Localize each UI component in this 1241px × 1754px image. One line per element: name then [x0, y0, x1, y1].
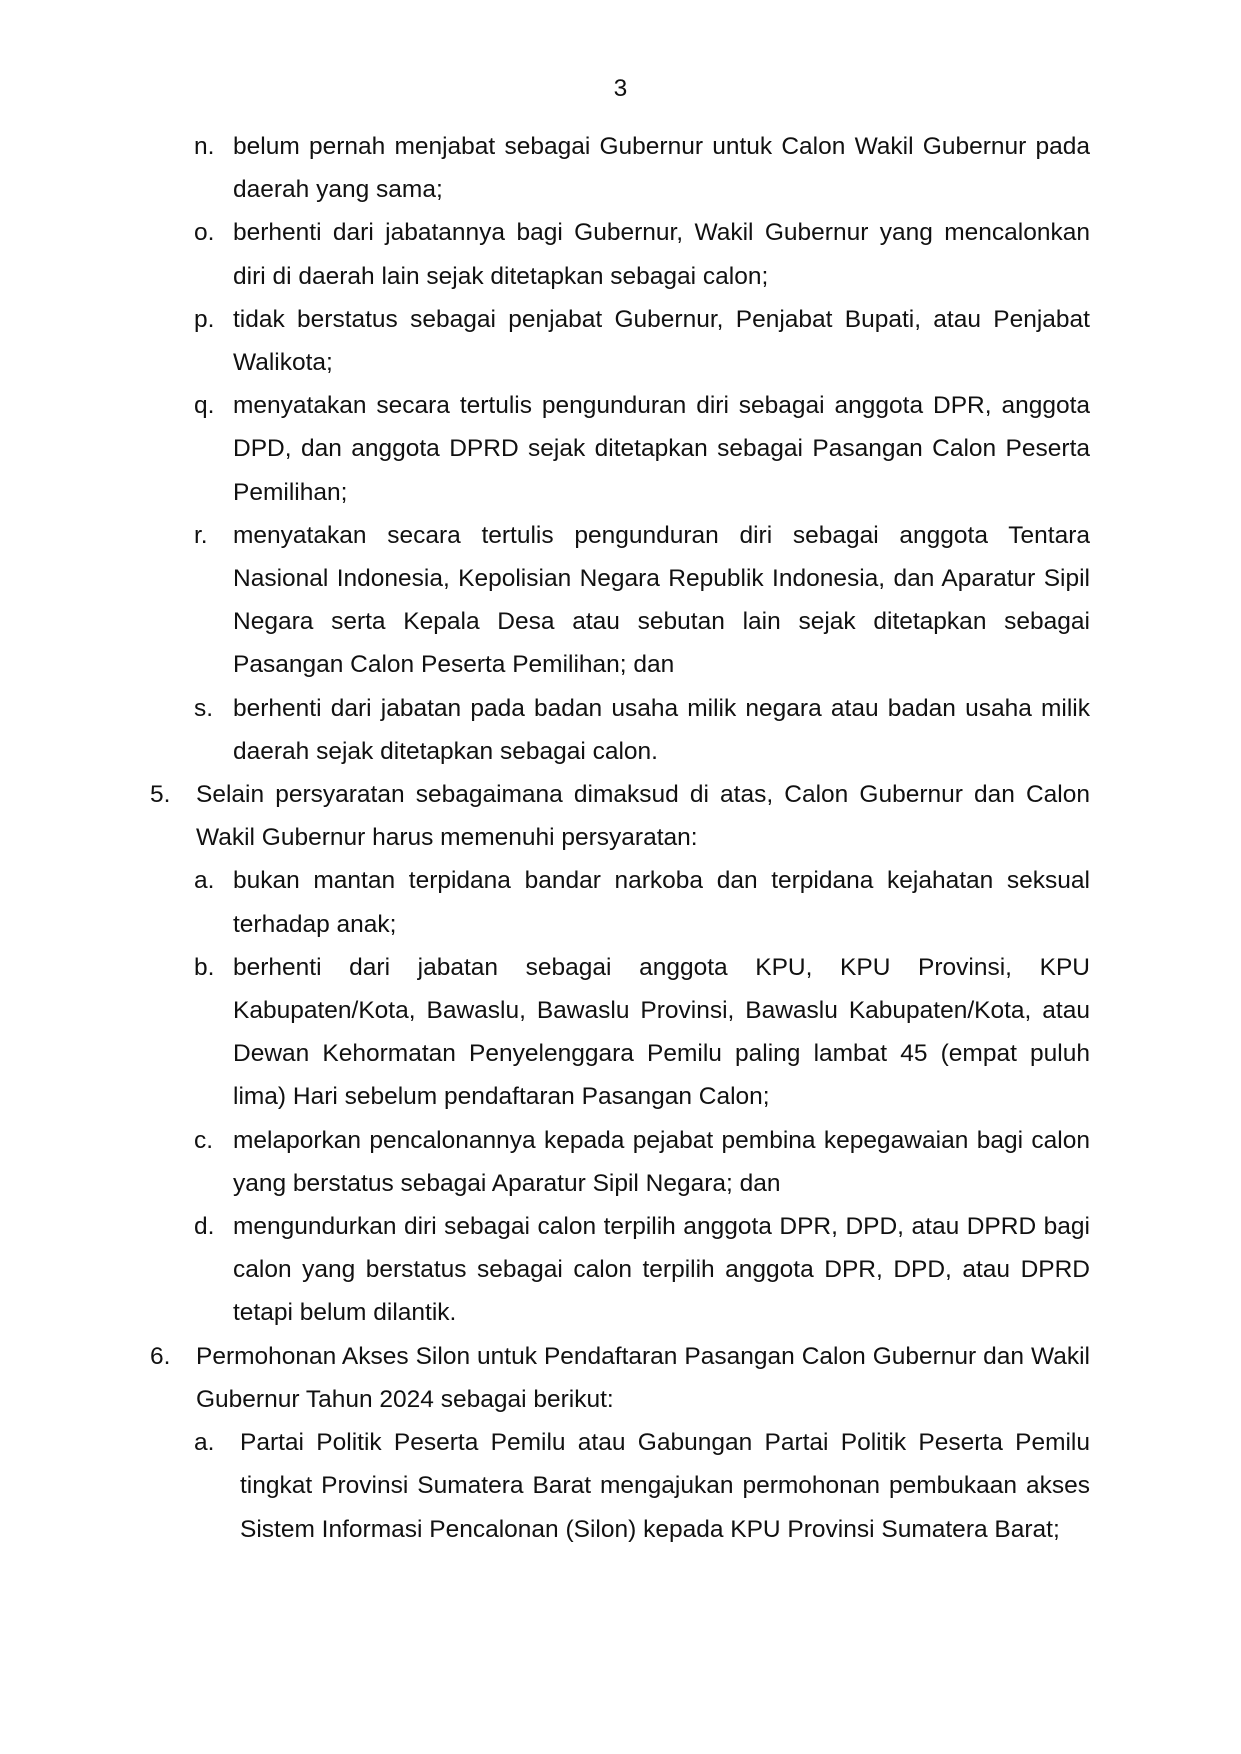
list-text: Selain persyaratan sebagaimana dimaksud di atas, Calon Gubernur dan Calon Wakil Gubernur harus memenuhi persyaratan:: [196, 781, 1090, 852]
list-item-o: [194, 211, 1090, 297]
list-marker: 6.: [150, 1342, 171, 1370]
list-item-5a: [194, 859, 1090, 945]
list-marker: s.: [194, 694, 214, 722]
list-text: tidak berstatus sebagai penjabat Gubernur, Penjabat Bupati, atau Penjabat Walikota;: [233, 305, 1090, 377]
list-text: mengundurkan diri sebagai calon terpilih anggota DPR, DPD, atau DPRD bagi calon yang berstatus sebagai calon terpilih anggota DPR, DPD, atau DPRD tetapi belum dilantik.: [233, 1213, 1090, 1327]
list-text: bukan mantan terpidana bandar narkoba dan terpidana kejahatan seksual terhadap anak;: [233, 867, 1090, 938]
list-item-5c: [194, 1119, 1090, 1205]
list-item-5: [150, 773, 1090, 859]
list-item-5b: [194, 946, 1090, 1119]
list-marker: d.: [194, 1213, 215, 1241]
list-text: menyatakan secara tertulis pengunduran diri sebagai anggota Tentara Nasional Indonesia, Kepolisian Negara Republik Indonesia, dan Aparatur Sipil Negara serta Kepala Desa atau sebutan lain sejak ditetapkan sebagai Pasangan Calon Peserta Pemilihan; dan: [233, 521, 1090, 679]
list-marker: a.: [194, 867, 215, 895]
list-text: berhenti dari jabatannya bagi Gubernur, Wakil Gubernur yang mencalonkan diri di daerah lain sejak ditetapkan sebagai calon;: [233, 219, 1090, 290]
list-text: belum pernah menjabat sebagai Gubernur untuk Calon Wakil Gubernur pada daerah yang sama;: [233, 133, 1090, 204]
list-text: menyatakan secara tertulis pengunduran diri sebagai anggota DPR, anggota DPD, dan anggota DPRD sejak ditetapkan sebagai Pasangan Calon Peserta Pemilihan;: [233, 392, 1090, 506]
list-item-6: [150, 1335, 1090, 1421]
list-text: melaporkan pencalonannya kepada pejabat pembina kepegawaian bagi calon yang berstatus sebagai Aparatur Sipil Negara; dan: [233, 1126, 1090, 1197]
list-text: berhenti dari jabatan sebagai anggota KPU, KPU Provinsi, KPU Kabupaten/Kota, Bawaslu, Bawaslu Provinsi, Bawaslu Kabupaten/Kota, atau Dewan Kehormatan Penyelenggara Pemilu paling lambat 45 (empat puluh lima) Hari sebelum pendaftaran Pasangan Calon;: [233, 953, 1090, 1111]
list-text: Partai Politik Peserta Pemilu atau Gabungan Partai Politik Peserta Pemilu tingkat Provinsi Sumatera Barat mengajukan permohonan pembukaan akses Sistem Informasi Pencalonan (Silon) kepada KPU Provinsi Sumatera Barat;: [240, 1429, 1090, 1543]
list-marker: c.: [194, 1126, 214, 1154]
list-marker: a.: [194, 1429, 215, 1457]
page-number: 3: [613, 75, 628, 102]
list-marker: n.: [194, 133, 215, 160]
list-item-q: [194, 384, 1090, 514]
document-body: [0, 125, 1241, 1551]
list-marker: q.: [194, 392, 215, 420]
list-item-5d: [194, 1205, 1090, 1335]
list-item-6a: [194, 1421, 1090, 1551]
list-marker: o.: [194, 219, 215, 247]
list-item-s: [194, 687, 1090, 773]
list-item-p: [194, 298, 1090, 384]
list-marker: p.: [194, 305, 215, 333]
list-item-n: [194, 125, 1090, 211]
list-marker: 5.: [150, 781, 171, 809]
list-text: berhenti dari jabatan pada badan usaha milik negara atau badan usaha milik daerah sejak ditetapkan sebagai calon.: [233, 694, 1090, 765]
list-marker: r.: [194, 521, 208, 549]
list-item-r: [194, 514, 1090, 687]
list-text: Permohonan Akses Silon untuk Pendaftaran Pasangan Calon Gubernur dan Wakil Gubernur Tahun 2024 sebagai berikut:: [196, 1342, 1090, 1413]
list-marker: b.: [194, 953, 215, 981]
